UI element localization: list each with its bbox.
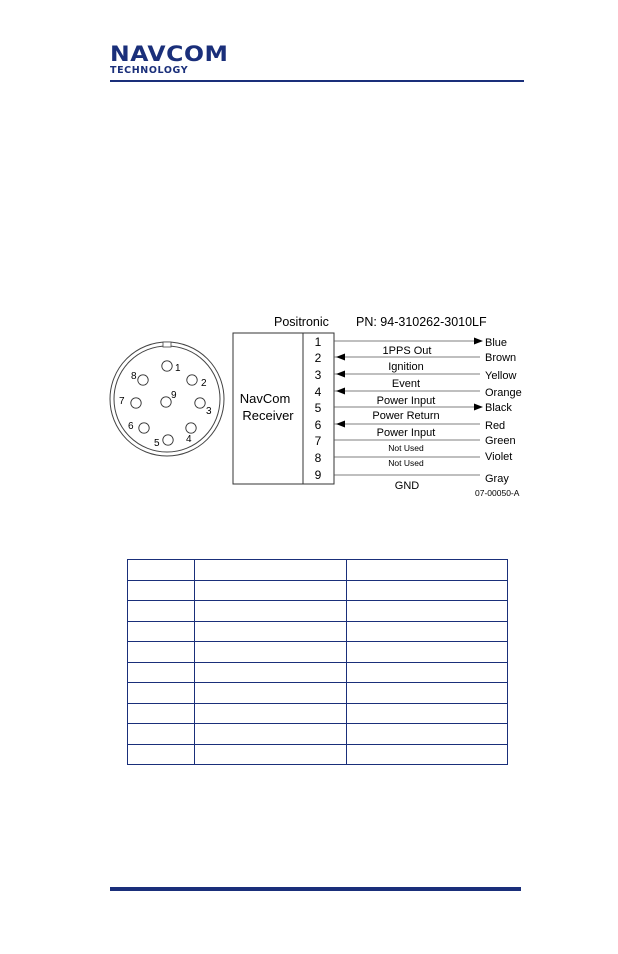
table-row <box>128 662 508 683</box>
face-pin-4-label: 4 <box>186 434 192 445</box>
face-pin-7-hole <box>131 398 141 408</box>
table-cell <box>195 703 347 724</box>
face-pin-8-hole <box>138 375 148 385</box>
face-pin-2-hole <box>187 375 197 385</box>
wire-color-2: Brown <box>485 352 517 364</box>
table-cell <box>128 621 195 642</box>
signal-label-gnd: GND <box>394 480 420 492</box>
table-cell <box>347 724 508 745</box>
table-cell <box>195 744 347 765</box>
pin-table <box>127 559 508 765</box>
table-cell <box>128 642 195 663</box>
face-pin-2-label: 2 <box>201 378 207 389</box>
face-pin-9-label: 9 <box>171 390 177 401</box>
connector-label: Positronic <box>274 315 329 329</box>
table-cell <box>128 560 195 581</box>
table-cell <box>128 703 195 724</box>
signal-label-4: Event <box>391 378 421 390</box>
table-cell <box>195 601 347 622</box>
pin-number-5: 5 <box>314 401 322 415</box>
table-cell <box>347 683 508 704</box>
wire-color-9: Gray <box>485 473 509 485</box>
face-pin-4-hole <box>186 423 196 433</box>
table-row <box>128 642 508 663</box>
wire-color-3: Yellow <box>485 370 517 382</box>
face-pin-1-label: 1 <box>175 363 181 374</box>
pin-number-7: 7 <box>314 434 322 448</box>
face-pin-5-hole <box>163 435 173 445</box>
header-rule <box>110 80 524 82</box>
table-cell <box>128 662 195 683</box>
table-cell <box>347 621 508 642</box>
table-cell <box>347 744 508 765</box>
wire-color-4: Orange <box>485 387 522 399</box>
signal-label-5: Power Input <box>376 395 436 407</box>
table-cell <box>128 724 195 745</box>
table-cell <box>347 580 508 601</box>
table-cell <box>195 621 347 642</box>
pin-number-6: 6 <box>314 418 322 432</box>
pin-number-4: 4 <box>314 385 322 399</box>
signal-label-2: 1PPS Out <box>382 345 432 357</box>
connector-key <box>163 342 171 347</box>
signal-label-7: Power Input <box>376 427 436 439</box>
receiver-label-line2: Receiver <box>242 408 294 423</box>
arrow-out-5 <box>474 404 483 411</box>
wire-color-5: Black <box>485 402 512 414</box>
face-pin-8-label: 8 <box>131 371 137 382</box>
table-cell <box>195 662 347 683</box>
table-row <box>128 703 508 724</box>
arrow-in-6 <box>336 421 345 428</box>
table-cell <box>347 703 508 724</box>
table-row <box>128 683 508 704</box>
pin-number-3: 3 <box>314 368 322 382</box>
table-cell <box>128 744 195 765</box>
table-cell <box>195 642 347 663</box>
face-pin-3-label: 3 <box>206 406 212 417</box>
wire-color-1: Blue <box>485 337 508 349</box>
signal-label-3: Ignition <box>388 361 424 373</box>
logo-navcom-text: NAVCOM <box>110 42 229 66</box>
receiver-box <box>233 333 334 484</box>
pin-number-2: 2 <box>314 351 322 365</box>
face-pin-6-label: 6 <box>128 421 134 432</box>
wire-color-7: Green <box>485 435 516 447</box>
face-pin-1-hole <box>162 361 172 371</box>
connector-face <box>110 342 224 456</box>
table-row <box>128 621 508 642</box>
table-cell <box>347 560 508 581</box>
pin-number-9: 9 <box>314 468 322 482</box>
receiver-label-line1: NavCom <box>239 391 291 406</box>
signal-label-8: Not Used <box>388 443 424 453</box>
arrowheads <box>336 338 483 428</box>
figure-id: 07-00050-A <box>475 488 520 498</box>
table-cell <box>347 662 508 683</box>
table-cell <box>347 601 508 622</box>
table-cell <box>128 580 195 601</box>
signal-label-9: Not Used <box>388 458 424 468</box>
table-cell <box>195 560 347 581</box>
table-row <box>128 724 508 745</box>
pin-number-1: 1 <box>314 335 322 349</box>
part-number: PN: 94-310262-3010LF <box>356 315 487 329</box>
table-cell <box>347 642 508 663</box>
table-cell <box>128 683 195 704</box>
wire-color-6: Red <box>485 420 506 432</box>
table-cell <box>195 683 347 704</box>
face-pin-3-hole <box>195 398 205 408</box>
table-cell <box>195 580 347 601</box>
face-pin-6-hole <box>139 423 149 433</box>
navcom-logo <box>110 44 234 76</box>
face-pin-9-hole <box>161 397 171 407</box>
arrow-in-2 <box>336 354 345 361</box>
table-row <box>128 560 508 581</box>
arrow-in-4 <box>336 388 345 395</box>
table-row <box>128 744 508 765</box>
logo-technology-text: TECHNOLOGY <box>110 65 189 76</box>
footer-rule <box>110 887 521 891</box>
face-pin-5-label: 5 <box>154 438 160 449</box>
wires <box>334 341 480 475</box>
arrow-out-1 <box>474 338 483 345</box>
wire-color-8: Violet <box>485 451 513 463</box>
table-cell <box>195 724 347 745</box>
face-pin-7-label: 7 <box>119 396 125 407</box>
table-row <box>128 580 508 601</box>
table-cell <box>128 601 195 622</box>
pin-number-8: 8 <box>314 451 322 465</box>
signal-label-6: Power Return <box>372 410 440 422</box>
arrow-in-3 <box>336 371 345 378</box>
table-row <box>128 601 508 622</box>
